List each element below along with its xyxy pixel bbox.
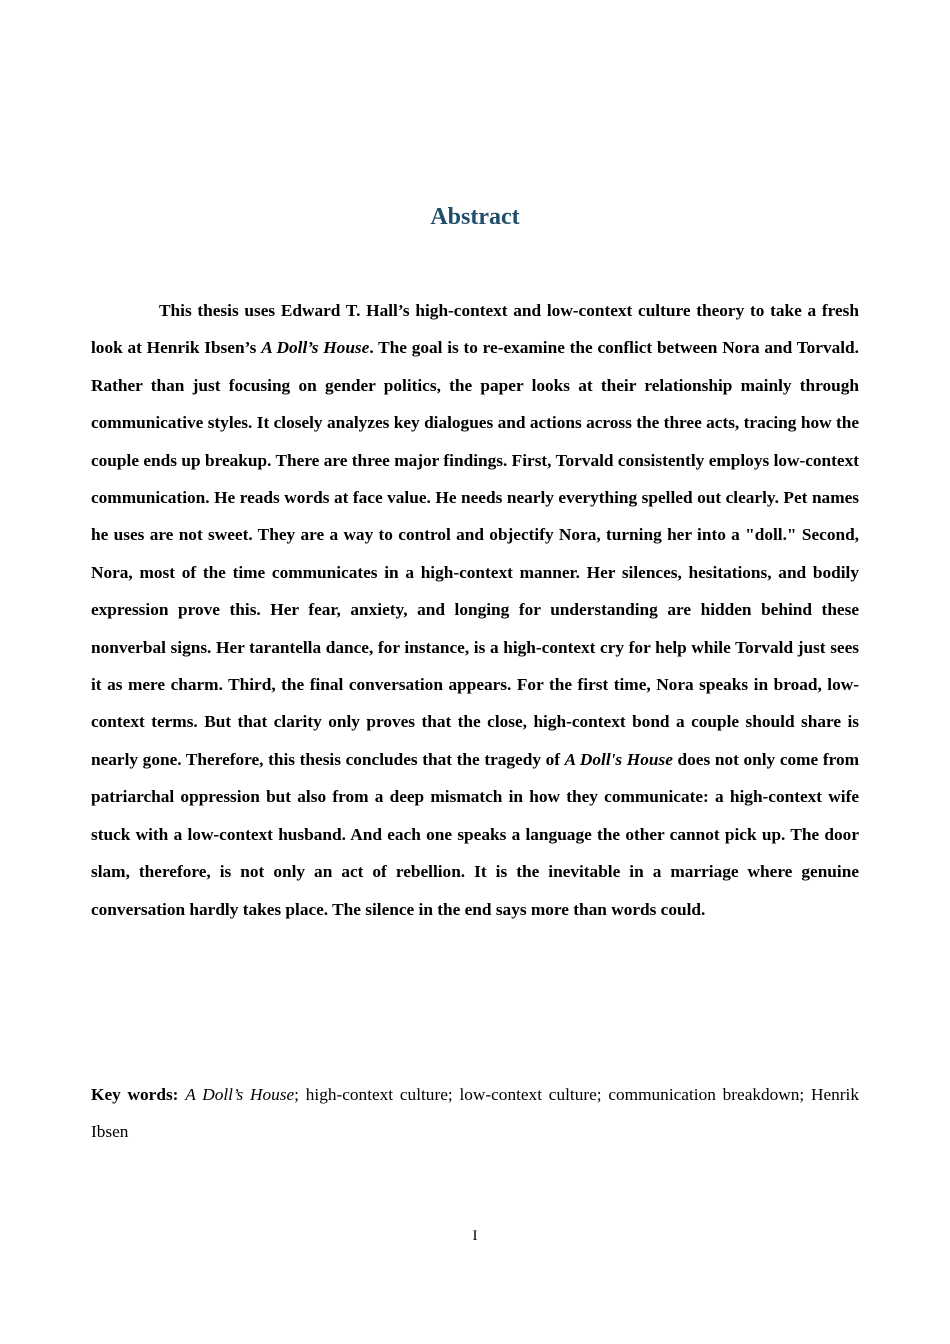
abstract-text-part2: . The goal is to re-examine the conflict between Nora and Torvald. Rather than just focusing on gender politics, the paper looks at their relationship mainly through communicative styles. It closely analyzes key dialogues and actions across the three acts, tracing how the couple ends up breakup. There are three major findings. First, Torvald consistently employs low-context communication. He reads words at face value. He needs nearly everything spelled out clearly. Pet names he uses are not sweet. They are a way to control and objectify Nora, turning her into a "doll." Second, Nora, most of the time communicates in a high-context manner. Her silences, hesitations, and bodily expression prove this. Her fear, anxiety, and longing for understanding are hidden behind these nonverbal signs. Her tarantella dance, for instance, is a high-context cry for help while Torvald just sees it as mere charm. Third, the final conversation appears. For the first time, Nora speaks in broad, low-context terms. But that clarity only proves that the close, high-context bond a couple should share is nearly gone. Therefore, this thesis concludes that the tragedy of (91, 338, 859, 769)
book-title-reference: A Doll's House (564, 749, 673, 769)
keywords-list: ; high-context culture; low-context culture; communication breakdown; Henrik Ibsen (91, 1085, 859, 1142)
abstract-text-part1: This thesis uses Edward T. Hall’s high-context and low-context culture theory to take a fresh look at Henrik Ibsen’s (91, 301, 859, 358)
book-title-reference: A Doll’s House (261, 338, 370, 358)
abstract-paragraph (91, 292, 859, 928)
abstract-title: Abstract (430, 204, 520, 230)
page-number: I (472, 1228, 478, 1244)
keywords-book-title: A Doll’s House (185, 1085, 295, 1104)
keywords-line (91, 1076, 859, 1151)
abstract-text-part3: does not only come from patriarchal oppression but also from a deep mismatch in how they communicate: a high-context wife stuck with a low-context husband. And each one speaks a language the other cannot pick up. The door slam, therefore, is not only an act of rebellion. It is the inevitable in a marriage where genuine conversation hardly takes place. The silence in the end says more than words could. (91, 749, 859, 919)
keywords-label: Key words: (91, 1085, 179, 1104)
